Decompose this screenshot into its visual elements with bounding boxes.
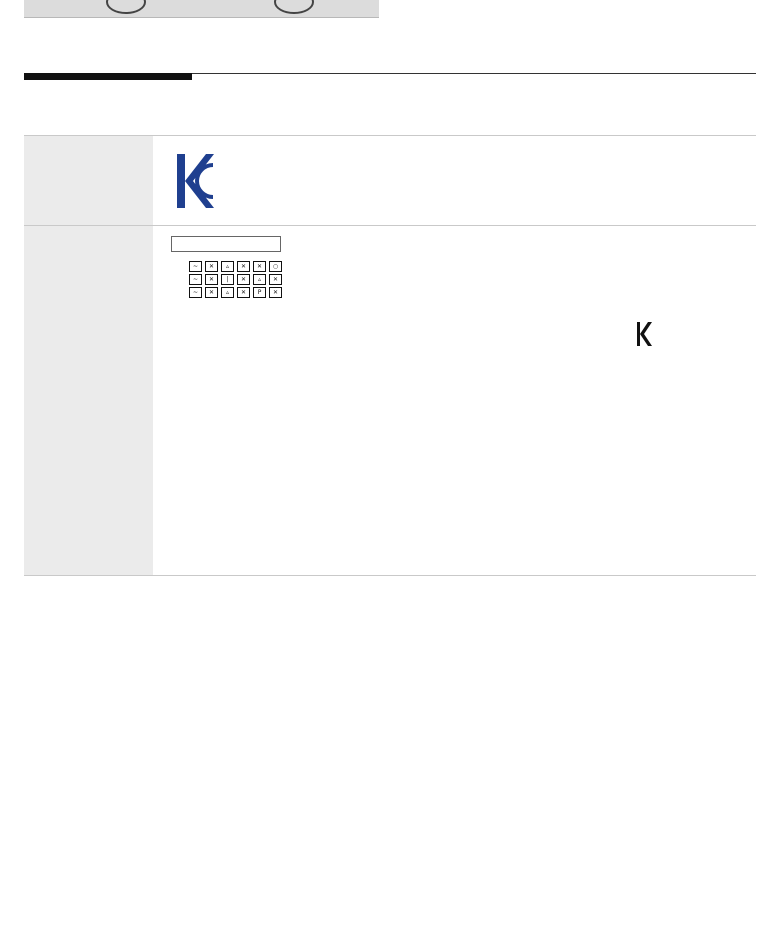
cert-row	[24, 136, 756, 226]
dry-icon: ○	[269, 261, 282, 272]
info-label	[343, 234, 483, 410]
care-barcode	[176, 318, 291, 336]
no-bleach-us-icon: ✕	[205, 287, 218, 298]
cert-row-label	[24, 136, 153, 226]
kc-mark-icon	[176, 153, 214, 209]
price-label	[489, 246, 669, 466]
wash-cn-icon: ~	[189, 274, 202, 285]
tag-row	[24, 226, 756, 576]
no-dryclean-us-icon: ✕	[269, 287, 282, 298]
product-spec-table	[24, 135, 756, 576]
no-dryclean-icon: ✕	[237, 261, 250, 272]
ornament-right-icon	[274, 0, 314, 14]
hang-dry-cn-icon: |	[221, 274, 234, 285]
iron-cn-icon: ▵	[253, 274, 266, 285]
no-bleach-icon: ✕	[205, 261, 218, 272]
brand-box	[171, 236, 281, 252]
no-bleach-cn-icon: ✕	[205, 274, 218, 285]
no-tumble-us-icon: ✕	[237, 287, 250, 298]
tag-row-label	[24, 226, 153, 576]
info-barcode	[343, 234, 458, 252]
no-tumble-cn-icon: ✕	[237, 274, 250, 285]
section-divider-accent	[24, 73, 192, 80]
ornament-left-icon	[106, 0, 146, 14]
cert-row-value	[153, 136, 756, 226]
price-barcode-2	[489, 280, 639, 298]
iron-icon: ▵	[221, 261, 234, 272]
iron-us-icon: ▵	[221, 287, 234, 298]
tag-row-value	[153, 226, 756, 576]
no-tumble-icon: ✕	[253, 261, 266, 272]
wash-us-icon: ~	[189, 287, 202, 298]
care-label	[176, 236, 346, 566]
dryclean-us-icon: P	[253, 287, 266, 298]
price-barcode	[489, 248, 639, 266]
wash-icon: ~	[189, 261, 202, 272]
no-dryclean-cn-icon: ✕	[269, 274, 282, 285]
product-image-bottom	[24, 0, 379, 18]
kc-small-icon	[637, 322, 653, 346]
